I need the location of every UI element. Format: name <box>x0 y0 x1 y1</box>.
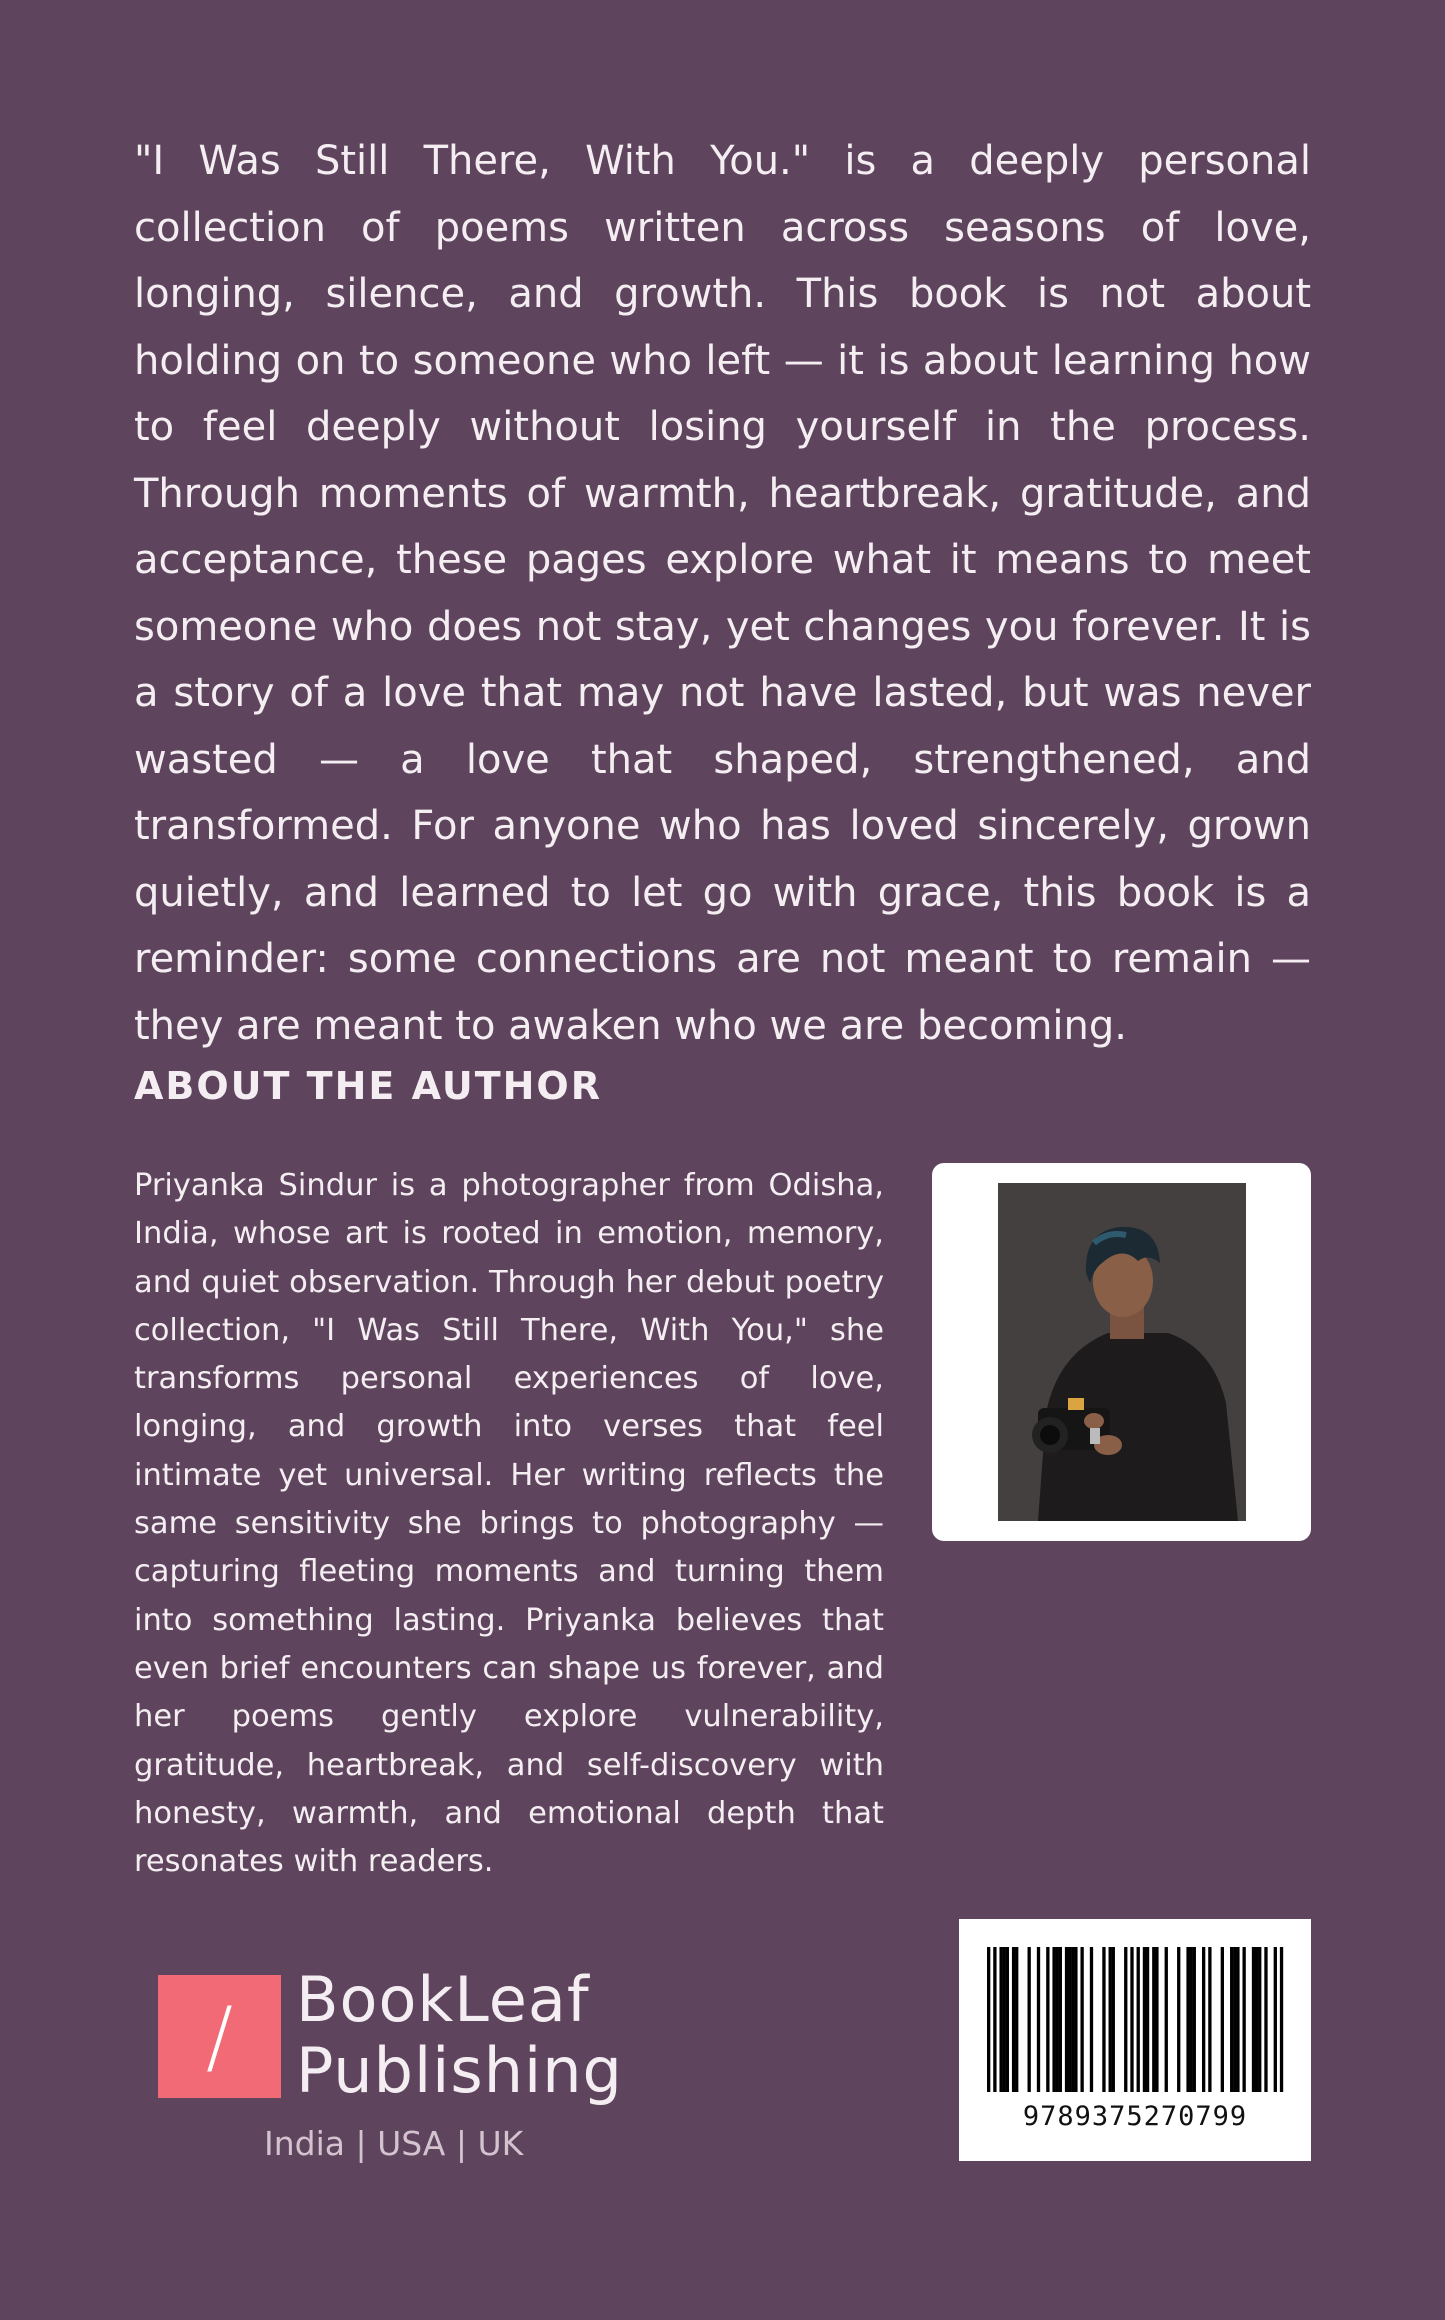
barcode-bar <box>1190 1947 1193 2092</box>
barcode-bar <box>1221 1947 1224 2092</box>
barcode-bar <box>1112 1947 1115 2092</box>
publisher-name-line2: Publishing <box>296 2034 623 2107</box>
barcode-bar <box>993 1947 996 2092</box>
barcode-bar <box>1137 1947 1140 2092</box>
barcode-bar <box>1258 1947 1261 2092</box>
publisher-name-line1: BookLeaf <box>296 1963 590 2036</box>
author-photo-illustration <box>998 1183 1246 1521</box>
barcode-bar <box>1274 1947 1277 2092</box>
logo-slash: / <box>206 1990 233 2083</box>
publisher-regions: India | USA | UK <box>264 2124 524 2163</box>
barcode-bar <box>1146 1947 1149 2092</box>
barcode-bar <box>1280 1947 1283 2092</box>
barcode-bar <box>1028 1947 1031 2092</box>
barcode-bar <box>1230 1947 1233 2092</box>
barcode-bar <box>1003 1947 1006 2092</box>
barcode-bar <box>1065 1947 1068 2092</box>
barcode-bar <box>1059 1947 1062 2092</box>
barcode-bar <box>1052 1947 1055 2092</box>
barcode-bar <box>1056 1947 1059 2092</box>
barcode-bars <box>959 1919 1311 2099</box>
barcode-bar <box>1015 1947 1018 2092</box>
author-photo <box>998 1183 1246 1521</box>
barcode-bar <box>1037 1947 1040 2092</box>
barcode-bar <box>1080 1947 1083 2092</box>
barcode-bar <box>1012 1947 1015 2092</box>
barcode-bar <box>1264 1947 1267 2092</box>
barcode-bar <box>1193 1947 1196 2092</box>
barcode-bar <box>1152 1947 1155 2092</box>
barcode-bar <box>999 1947 1002 2092</box>
barcode-bar <box>1242 1947 1245 2092</box>
back-cover-blurb: "I Was Still There, With You." is a deeply personal collection of poems written across seasons of love, longing, silence, and growth. This book is not about holding on to someone who left — it is about learning how to feel deeply without losing yourself in the process. Through moments of warmth, heartbreak, gratitude, and acceptance, these pages explore what it means to meet someone who does not stay, yet changes you forever. It is a story of a love that may not have lasted, but was never wasted — a love that shaped, strengthened, and transformed. For anyone who has loved sincerely, grown quietly, and learned to let go with grace, this book is a reminder: some connections are not meant to remain — they are meant to awaken who we are becoming. <box>134 138 1311 1049</box>
barcode-bar <box>1102 1947 1105 2092</box>
about-author-heading: ABOUT THE AUTHOR <box>134 1064 602 1108</box>
publisher-logo-icon <box>158 1975 281 2098</box>
barcode-bar <box>1090 1947 1093 2092</box>
barcode-bar <box>1202 1947 1205 2092</box>
barcode-bar <box>1124 1947 1127 2092</box>
barcode-bar <box>1186 1947 1189 2092</box>
barcode-bar <box>1177 1947 1180 2092</box>
isbn-number: 9789375270799 <box>1022 2101 1248 2132</box>
barcode-bar <box>1208 1947 1211 2092</box>
barcode-bar <box>987 1947 990 2092</box>
barcode-bar <box>1165 1947 1168 2092</box>
barcode-bar <box>1006 1947 1009 2092</box>
isbn-barcode <box>959 1919 1311 2161</box>
barcode-bar <box>1046 1947 1049 2092</box>
barcode-bar <box>1252 1947 1255 2092</box>
barcode-bar <box>1109 1947 1112 2092</box>
author-photo-frame <box>932 1163 1311 1541</box>
barcode-bar <box>1155 1947 1158 2092</box>
barcode-bar <box>1071 1947 1074 2092</box>
barcode-bar <box>1233 1947 1236 2092</box>
barcode-bar <box>1236 1947 1239 2092</box>
barcode-bar <box>1074 1947 1077 2092</box>
barcode-bar <box>1255 1947 1258 2092</box>
barcode-bar <box>1143 1947 1146 2092</box>
barcode-bar <box>1068 1947 1071 2092</box>
author-bio: Priyanka Sindur is a photographer from Odisha, India, whose art is rooted in emotion, memory, and quiet observation. Through her debut poetry collection, "I Was Still There, With You," she transforms personal experiences of love, longing, and growth into verses that feel intimate yet universal. Her writing reflects the same sensitivity she brings to photography — capturing fleeting moments and turning them into something lasting. Priyanka believes that even brief encounters can shape us forever, and her poems gently explore vulnerability, gratitude, heartbreak, and self-discovery with honesty, warmth, and emotional depth that resonates with readers. <box>134 1168 884 1880</box>
barcode-bar <box>1130 1947 1133 2092</box>
